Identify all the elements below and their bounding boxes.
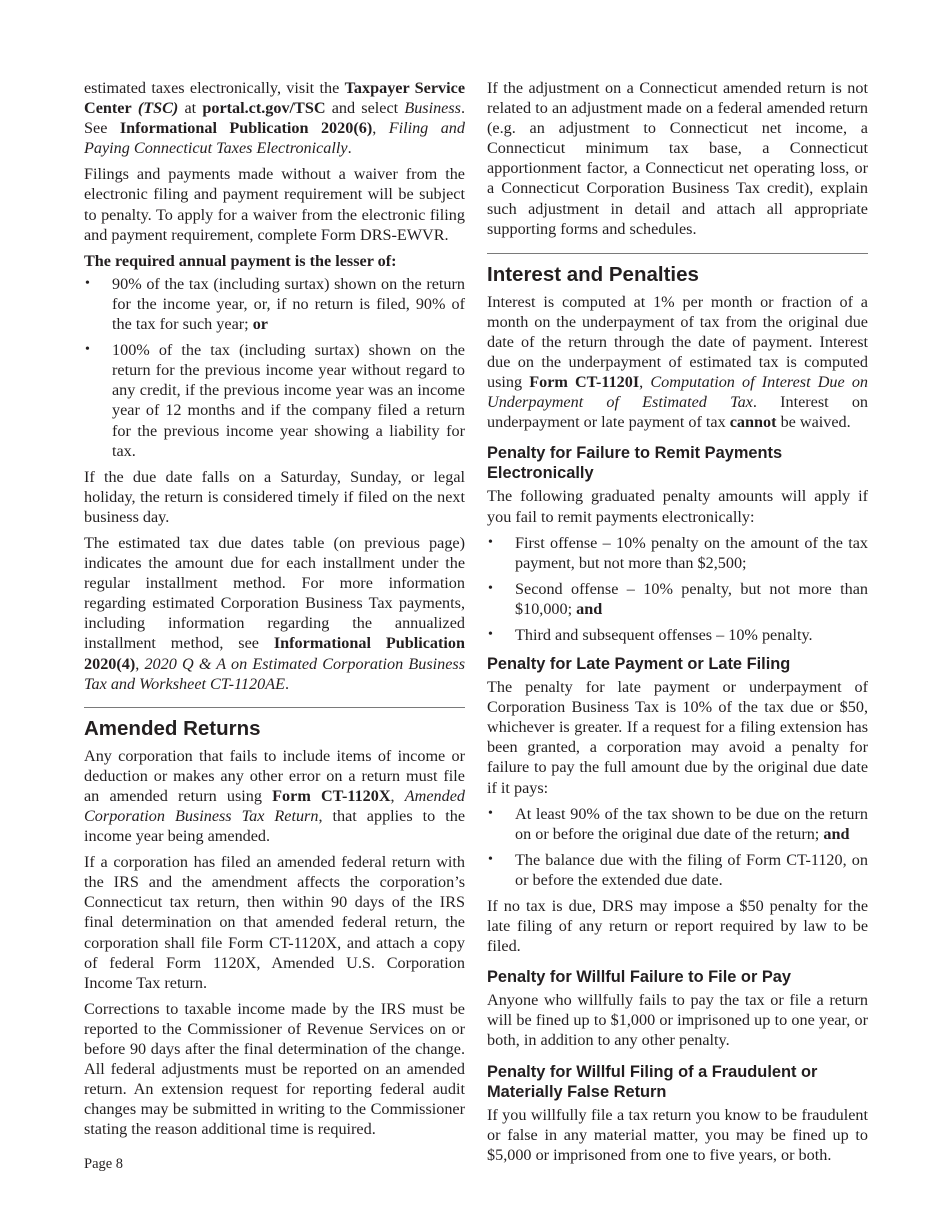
amended-paragraph-2: If a corporation has filed an amended federal return with the IRS and the amendment affects the corporation’s Connecticut tax return, then within 90 days of the IRS final determination on that amended federal return, the corporation shall file Form CT-1120X, and attach a copy of federal Form 1120X, Amended U.S. Corporation Income Tax return. (84, 853, 465, 992)
willful-failure-paragraph: Anyone who willfully fails to pay the tax or file a return will be fined up to $1,000 or imprisoned up to one year, or both, in addition to any other penalty. (487, 991, 868, 1050)
amended-returns-heading: Amended Returns (84, 716, 261, 740)
bullet: • (488, 580, 493, 596)
installment-paragraph: The estimated tax due dates table (on previous page) indicates the amount due for each installment under the regular installment method. For more information regarding estimated Corporation Business Tax payments, including information regarding the annualized installment method, see Informational Publication 2020(4), 2020 Q & A on Estimated Corporation Business Tax and Worksheet CT-1120AE. (84, 533, 466, 693)
bullet: • (85, 275, 90, 291)
left-column (84, 78, 465, 1146)
right-column (487, 78, 868, 1171)
annual-payment-heading: The required annual payment is the lesser of: (84, 251, 397, 270)
annual-payment-list (84, 274, 465, 461)
section-divider (84, 707, 465, 708)
bullet: • (488, 534, 493, 550)
waiver-paragraph: Filings and payments made without a waiver from the electronic filing and payment requirement will be subject to penalty. To apply for a waiver from the electronic filing and payment requirement, complete Form DRS-EWVR. (84, 165, 465, 244)
electronic-filing-paragraph: estimated taxes electronically, visit the Taxpayer Service Center (TSC) at portal.ct.gov/TSC and select Business. See Informational Publication 2020(6), Filing and Paying Connecticut Taxes Electronically. (84, 79, 466, 158)
remit-penalty-list (487, 533, 868, 645)
remit-penalty-paragraph: The following graduated penalty amounts will apply if you fail to remit payments electronically: (487, 487, 868, 526)
list-item: • 100% of the tax (including surtax) shown on the return for the previous income year without regard to any credit, if the previous income year was an income year of 12 months and if the company filed a return for the previous income year showing a liability for tax. (85, 341, 465, 460)
bullet: • (488, 626, 493, 642)
adjustment-paragraph: If the adjustment on a Connecticut amended return is not related to an adjustment made on a federal amended return (e.g. an adjustment to Connecticut net income, a Connecticut minimum tax base, a Connecticut apportionment factor, a Connecticut net operating loss, or a Connecticut Corporation Business Tax credit), explain such adjustment in detail and attach all appropriate supporting forms and schedules. (487, 79, 868, 238)
form-ct-1120x-ref: Form CT-1120X (272, 786, 391, 805)
fraudulent-return-heading: Penalty for Willful Filing of a Fraudulent or Materially False Return (487, 1062, 818, 1101)
late-penalty-paragraph: The penalty for late payment or underpayment of Corporation Business Tax is 10% of the tax due or $50, whichever is greater. If a request for a filing extension has been granted, a corporation may avoid a penalty for failure to pay the full amount due by the original due date if it pays: (487, 678, 868, 797)
bullet: • (488, 805, 493, 821)
bullet: • (488, 851, 493, 867)
interest-paragraph: Interest is computed at 1% per month or fraction of a month on the underpayment of tax from the original due date of the return through the date of payment. Interest due on the underpayment of estimated tax is computed using Form CT-1120I, Computation of Interest Due on Underpayment of Estimated Tax. Interest on underpayment or late payment of tax cannot be waived. (487, 292, 869, 432)
list-item: • The balance due with the filing of Form CT-1120, on or before the extended due date. (488, 850, 868, 889)
ip-2020-6-ref: Informational Publication 2020(6) (119, 119, 373, 138)
list-item: • Third and subsequent offenses – 10% penalty. (488, 625, 813, 644)
ip-2020-4-ref: Informational Publication 2020(4) (84, 634, 465, 673)
late-penalty-list (487, 804, 868, 890)
tsc-link-label: Taxpayer Service Center (84, 79, 466, 118)
willful-failure-heading: Penalty for Willful Failure to File or Pay (487, 968, 792, 987)
interest-penalties-heading: Interest and Penalties (487, 262, 699, 286)
amended-paragraph-3: Corrections to taxable income made by the IRS must be reported to the Commissioner of Revenue Services on or before 90 days after the final determination of the change. All federal adjustments must be reported on an amended return. An extension request for reporting federal audit changes may be submitted in writing to the Commissioner stating the reason additional time is required. (84, 999, 465, 1139)
page-number: Page 8 (84, 1156, 124, 1172)
list-item: • First offense – 10% penalty on the amount of the tax payment, but not more than $2,500; (488, 533, 868, 572)
remit-penalty-heading: Penalty for Failure to Remit Payments Electronically (487, 444, 783, 483)
section-divider (487, 253, 868, 254)
list-item: • Second offense – 10% penalty, but not more than $10,000; and (488, 579, 868, 618)
due-date-paragraph: If the due date falls on a Saturday, Sunday, or legal holiday, the return is considered timely if filed on the next business day. (84, 467, 465, 526)
amended-paragraph-1: Any corporation that fails to include items of income or deduction or makes any other error on a return must file an amended return using Form CT-1120X, Amended Corporation Business Tax Return, that applies to the income year being amended. (84, 746, 466, 846)
list-item: • 90% of the tax (including surtax) shown on the return for the income year, or, if no return is filed, 90% of the tax for such year; or (85, 274, 465, 334)
form-ct-1120i-ref: Form CT-1120I (529, 373, 640, 392)
tsc-url: portal.ct.gov/TSC (202, 99, 326, 118)
no-tax-due-paragraph: If no tax is due, DRS may impose a $50 penalty for the late filing of any return or report required by law to be filed. (487, 897, 868, 956)
list-item: • At least 90% of the tax shown to be due on the return on or before the original due date of the return; and (488, 804, 868, 843)
fraudulent-return-paragraph: If you willfully file a tax return you know to be fraudulent or false in any material matter, you may be fined up to $5,000 or imprisoned from one to five years, or both. (487, 1105, 868, 1164)
bullet: • (85, 342, 90, 358)
late-penalty-heading: Penalty for Late Payment or Late Filing (487, 655, 791, 674)
